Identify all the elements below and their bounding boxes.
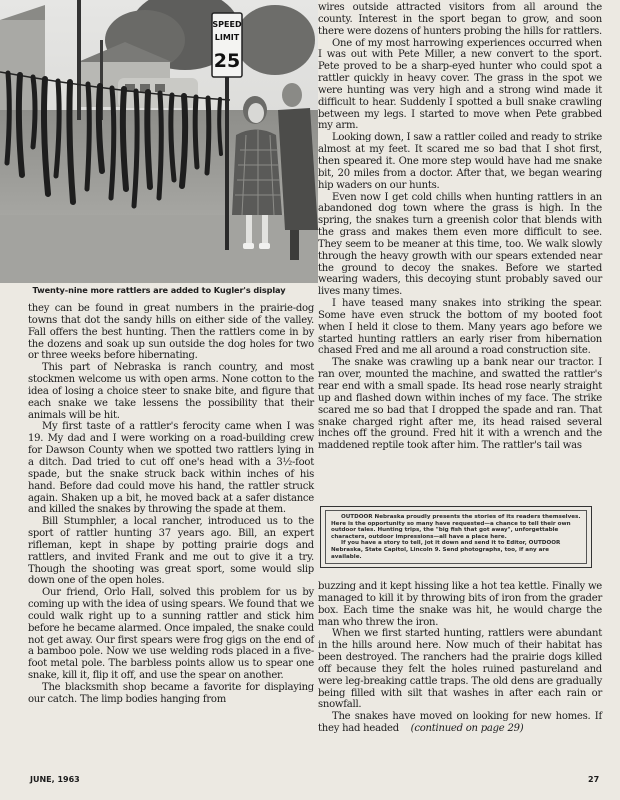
paragraph: This part of Nebraska is ranch country, and most stockmen welcome us with open arms. None cotton to the idea of losing a choice steer to snake bite, and figure that each snake we take lessens the possibility that their animals will be hit. bbox=[28, 362, 314, 421]
paragraph: The blacksmith shop became a favorite for displaying our catch. The limp bodies hanging from bbox=[28, 682, 314, 705]
sign-number: 25 bbox=[213, 50, 241, 72]
paragraph: buzzing and it kept hissing like a hot tea kettle. Finally we managed to kill it by throwing bits of iron from the grader box. Each time the snake was hit, he would charge the man who threw the iron. bbox=[318, 581, 602, 628]
paragraph: When we first started hunting, rattlers were abundant in the hills around here. Now much of their habitat has been destroyed. The ranchers had the prairie dogs killed off because they felt the holes ruined pastureland and were leg-breaking cattle traps. The old dens are gradually being filled with silt that washes in after each rain or snowfall. bbox=[318, 628, 602, 711]
paragraph: My first taste of a rattler's ferocity came when I was 19. My dad and I were working on a road-building crew for Dawson County when we spotted two rattlers lying in a ditch. Dad tried to cut off one's head with a 3½-foot spade, but the snake struck back within inches of his hand. Before dad could move his hand, the rattler struck again. Shaken up a bit, he moved back at a safer distance and killed the snakes by throwing the spade at them. bbox=[28, 421, 314, 516]
notice-body bbox=[325, 510, 587, 564]
paragraph: I have teased many snakes into striking the spear. Some have even struck the bottom of my booted foot when I held it close to them. Many years ago before we started hunting rattlers an early riser from hibernation chased Fred and me all around a road construction site. bbox=[318, 298, 602, 357]
paragraph: The snake was crawling up a bank near our tractor. I ran over, mounted the machine, and swatted the rattler's rear end with a small spade. Its head rose nearly straight up and flashed down within inches of my face. The strike scared me so bad that I dropped the spade and ran. That snake charged right after me, its head raised several inches off the ground. Fred hit it with a wrench and the maddened reptile took after him. The rattler's tail was bbox=[318, 357, 602, 452]
photo-caption: Twenty-nine more rattlers are added to Kugler's display bbox=[32, 285, 286, 295]
photo-illustration bbox=[0, 0, 318, 283]
article-column-right-bottom bbox=[318, 581, 602, 735]
sign-line-2: LIMIT bbox=[214, 33, 240, 42]
continued-notice: (continued on page 29) bbox=[410, 723, 524, 735]
paragraph: Even now I get cold chills when hunting rattlers in an abandoned dog town where the grass is high. In the spring, the snakes turn a greenish color that blends with the grass and makes them even more difficult to see. They seem to be meaner at this time, too. We walk slowly through the heavy growth with our spears extended near the ground to decoy the snakes. Before we started wearing waders, this decoying stunt probably saved our lives many times. bbox=[318, 191, 602, 298]
page-number: 27 bbox=[588, 775, 600, 784]
reader-stories-notice bbox=[320, 506, 592, 568]
paragraph: Bill Stumphler, a local rancher, introduced us to the sport of rattler hunting 37 years ago. Bill, an expert rifleman, kept in shape by potting prairie dogs and rattlers, and invited Frank and me out to give it a try. Though the shooting was great sport, some would slip down one of the open holes. bbox=[28, 516, 314, 587]
paragraph bbox=[318, 711, 602, 735]
paragraph-text: The snakes have moved on looking for new homes. If they had headed bbox=[318, 711, 602, 735]
footer-date: JUNE, 1963 bbox=[30, 775, 80, 784]
article-column-left bbox=[28, 303, 314, 706]
notice-paragraph: OUTDOOR Nebraska proudly presents the stories of its readers themselves. Here is the opportunity so many have requested—a chance to tell their own outdoor tales. Hunting trips, the "big fish that got away", unforgettable characters, outdoor impressions—all have a place here. bbox=[331, 514, 581, 540]
paragraph: they can be found in great numbers in the prairie-dog towns that dot the sandy hills on either side of the valley. Fall offers the best hunting. Then the rattlers come in by the dozens and soak up sun outside the dog holes for two or three weeks before hibernating. bbox=[28, 303, 314, 362]
paragraph: Our friend, Orlo Hall, solved this problem for us by coming up with the idea of using spears. We found that we could walk right up to a sunning rattler and stick him before he became alarmed. Once impaled, the snake could not get away. Our first spears were frog gigs on the end of a bamboo pole. Now we use welding rods placed in a five-foot metal pole. The barbless points allow us to spear one snake, kill it, flip it off, and use the spear on another. bbox=[28, 587, 314, 682]
rattlesnake-display-photo bbox=[0, 0, 318, 283]
article-column-right-top bbox=[318, 2, 602, 452]
paragraph: One of my most harrowing experiences occurred when I was out with Pete Miller, a new convert to the sport. Pete proved to be a sharp-eyed hunter who could spot a rattler quickly in heavy cover. The grass in the spot we were hunting was very high and a strong wind made it difficult to hear. Suddenly I spotted a bull snake crawling between my legs. I started to move when Pete grabbed my arm. bbox=[318, 37, 602, 132]
notice-paragraph: If you have a story to tell, jot it down and send it to Editor, OUTDOOR Nebraska, State Capitol, Lincoln 9. Send photographs, too, if any are available. bbox=[331, 540, 561, 560]
paragraph: wires outside attracted visitors from all around the county. Interest in the sport began to grow, and soon there were dozens of hunters probing the hills for rattlers. bbox=[318, 2, 603, 37]
sign-line-1: SPEED bbox=[212, 20, 242, 29]
paragraph: Looking down, I saw a rattler coiled and ready to strike almost at my feet. It scared me so bad that I shot first, then speared it. One more step would have had me snake bit, 20 miles from a doctor. After that, we began wearing hip waders on our hunts. bbox=[318, 132, 602, 191]
